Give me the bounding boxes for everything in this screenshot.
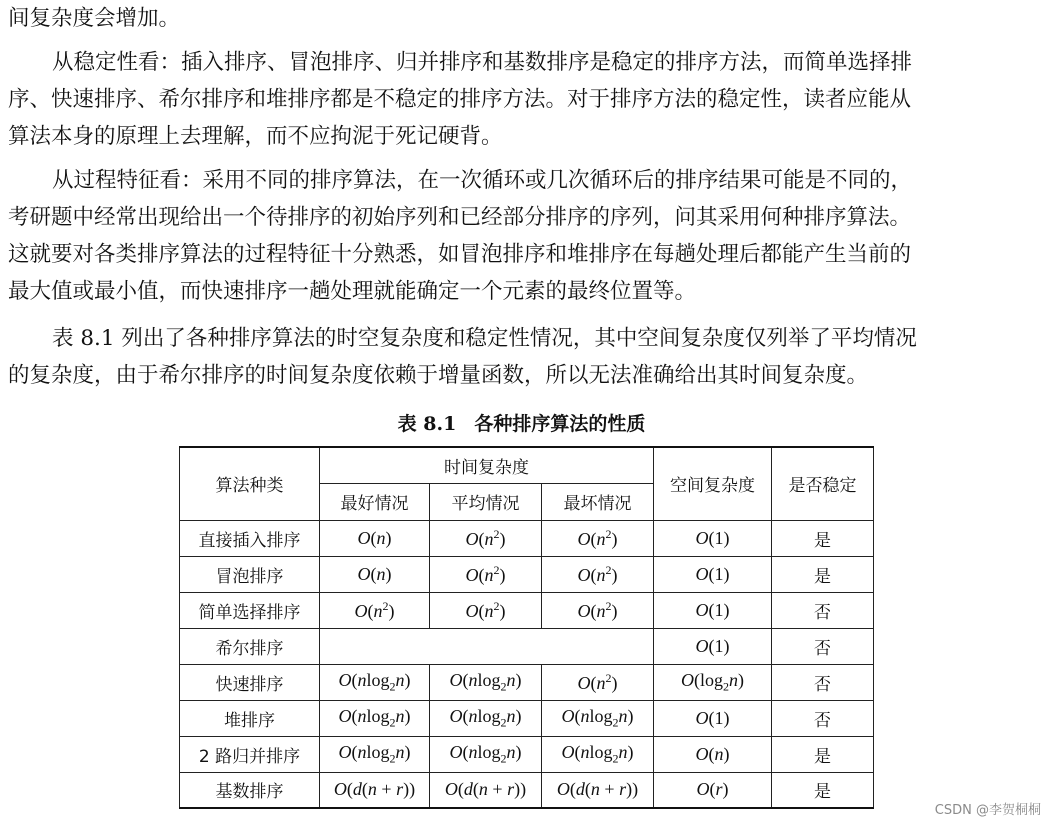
table-row [180,700,874,736]
time-best-cell: O(nlog$_2$n) [320,664,430,700]
algo-name-cell: 2 路归并排序 [180,736,320,772]
time-worst-cell: O(nlog$_2$n) [542,736,654,772]
table-row [180,736,874,772]
text-line: 从稳定性看：插入排序、冒泡排序、归并排序和基数排序是稳定的排序方法，而简单选择排 [52,50,913,75]
time-best-cell: O(nlog$_2$n) [320,736,430,772]
time-avg-cell: $O(n^2)$ [430,520,542,556]
table-caption [0,410,1055,438]
algo-name-cell: 直接插入排序 [180,520,320,556]
time-worst-cell: $O(n^2)$ [542,592,654,628]
text-line: 考研题中经常出现给出一个待排序的初始序列和已经部分排序的序列，问其采用何种排序算法。 [8,205,912,230]
header-time: 时间复杂度 [320,447,654,483]
header-row [180,447,874,483]
text-line: 的复杂度，由于希尔排序的时间复杂度依赖于增量函数，所以无法准确给出其时间复杂度。 [8,363,869,388]
time-avg-cell: $O(n^2)$ [430,592,542,628]
text-line: 这就要对各类排序算法的过程特征十分熟悉，如冒泡排序和堆排序在每趟处理后都能产生当前的 [8,242,912,267]
table-row [180,520,874,556]
table-row [180,592,874,628]
stability-cell: 否 [772,628,874,664]
time-avg-cell: O(nlog$_2$n) [430,664,542,700]
algo-name-cell: 简单选择排序 [180,592,320,628]
table-row [180,772,874,808]
table-row [180,628,874,664]
text-line: 最大值或最小值，而快速排序一趟处理就能确定一个元素的最终位置等。 [8,279,697,304]
time-worst-cell: O(d(n + r)) [542,772,654,808]
text-line: 间复杂度会增加。 [8,6,181,31]
time-best-cell: O(n) [320,556,430,592]
header-algo: 算法种类 [180,447,320,520]
stability-cell: 是 [772,772,874,808]
algo-name-cell: 冒泡排序 [180,556,320,592]
time-complexity-empty-cell [320,628,654,664]
space-complexity-cell: O(1) [654,628,772,664]
time-best-cell: O(nlog$_2$n) [320,700,430,736]
paragraph-process [8,162,1048,310]
table-body [180,520,874,808]
algo-name-cell: 基数排序 [180,772,320,808]
text-line: 表 8.1 列出了各种排序算法的时空复杂度和稳定性情况，其中空间复杂度仅列举了平均情况 [52,326,917,351]
space-complexity-cell: $O(\log_2n)$ [654,664,772,700]
sorting-properties-table [179,446,874,809]
time-best-cell: O(n) [320,520,430,556]
time-best-cell: $O(n^2)$ [320,592,430,628]
header-avg: 平均情况 [430,483,542,520]
text-line: 从过程特征看：采用不同的排序算法，在一次循环或几次循环后的排序结果可能是不同的， [52,168,913,193]
paragraph-stability [8,44,1048,155]
stability-cell: 是 [772,556,874,592]
header-best: 最好情况 [320,483,430,520]
watermark: CSDN @李贺桐桐 [934,803,1041,818]
stability-cell: 否 [772,664,874,700]
time-worst-cell: $O(n^2)$ [542,520,654,556]
time-avg-cell: O(d(n + r)) [430,772,542,808]
table-row [180,664,874,700]
header-worst: 最坏情况 [542,483,654,520]
algo-name-cell: 堆排序 [180,700,320,736]
header-stable: 是否稳定 [772,447,874,520]
time-worst-cell: O(nlog$_2$n) [542,700,654,736]
space-complexity-cell: O(n) [654,736,772,772]
stability-cell: 是 [772,736,874,772]
table-title: 各种排序算法的性质 [474,413,646,435]
time-avg-cell: $O(n^2)$ [430,556,542,592]
stability-cell: 是 [772,520,874,556]
stability-cell: 否 [772,700,874,736]
text-line: 序、快速排序、希尔排序和堆排序都是不稳定的排序方法。对于排序方法的稳定性，读者应能从 [8,87,912,112]
header-space: 空间复杂度 [654,447,772,520]
paragraph-table-intro [8,320,1048,394]
time-avg-cell: O(nlog$_2$n) [430,736,542,772]
space-complexity-cell: O(1) [654,556,772,592]
space-complexity-cell: O(1) [654,592,772,628]
time-worst-cell: $O(n^2)$ [542,664,654,700]
stability-cell: 否 [772,592,874,628]
table-number: 表 8.1 [397,413,457,435]
time-worst-cell: $O(n^2)$ [542,556,654,592]
space-complexity-cell: O(1) [654,700,772,736]
algo-name-cell: 快速排序 [180,664,320,700]
algo-name-cell: 希尔排序 [180,628,320,664]
table-row [180,556,874,592]
space-complexity-cell: O(r) [654,772,772,808]
space-complexity-cell: O(1) [654,520,772,556]
paragraph-1 [8,0,1048,37]
text-line: 算法本身的原理上去理解，而不应拘泥于死记硬背。 [8,124,503,149]
time-avg-cell: O(nlog$_2$n) [430,700,542,736]
time-best-cell: O(d(n + r)) [320,772,430,808]
